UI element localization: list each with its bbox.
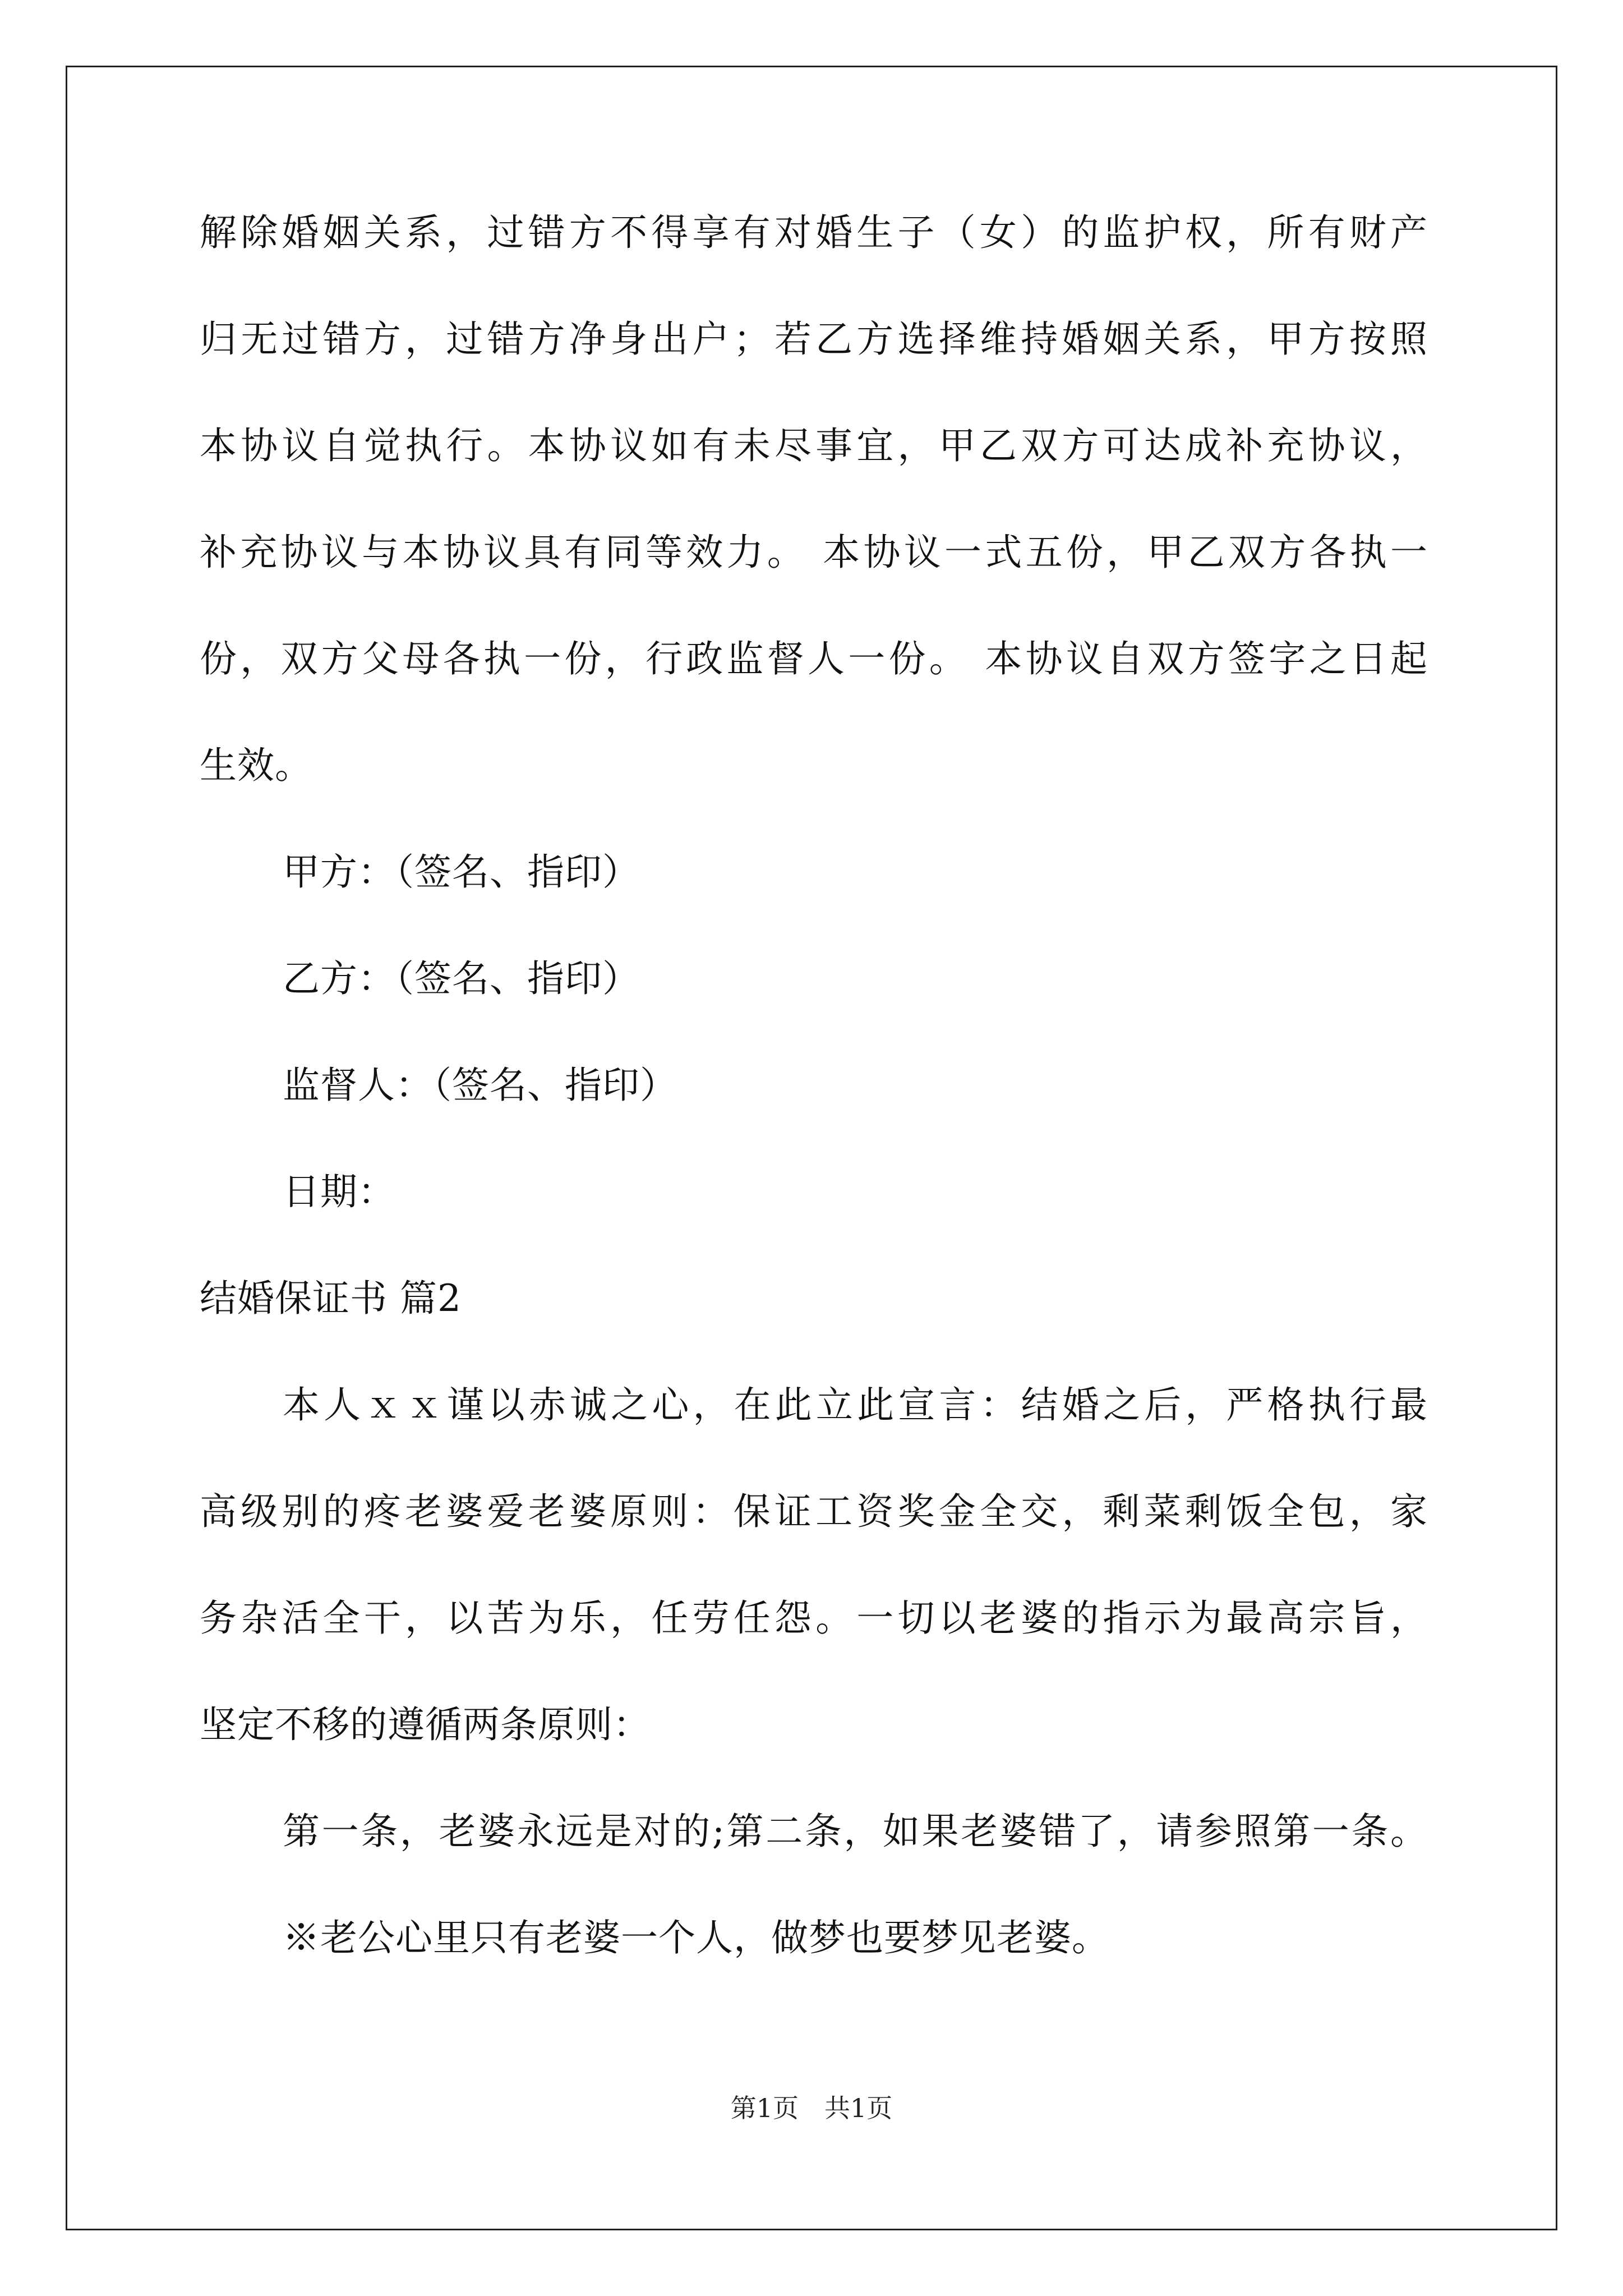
rules-line: 第一条，老婆永远是对的;第二条，如果老婆错了，请参照第一条。 — [283, 1810, 1428, 1853]
section-line-1: 本人ｘｘ谨以赤诚之心，在此立此宣言：结婚之后，严格执行最 — [283, 1383, 1428, 1427]
section-title: 结婚保证书 篇2 — [200, 1277, 462, 1320]
page-border — [66, 66, 1557, 2230]
paragraph-line-5: 份，双方父母各执一份，行政监督人一份。 本协议自双方签字之日起 — [200, 637, 1428, 680]
note-line: ※老公心里只有老婆一个人，做梦也要梦见老婆。 — [283, 1916, 1109, 1959]
page-number-footer: 第1页 共1页 — [730, 2093, 893, 2123]
signature-party-a: 甲方：（签名、指印） — [283, 850, 640, 894]
paragraph-line-6: 生效。 — [200, 744, 312, 787]
section-line-4: 坚定不移的遵循两条原则： — [200, 1703, 651, 1746]
paragraph-line-3: 本协议自觉执行。本协议如有未尽事宜，甲乙双方可达成补充协议， — [200, 424, 1428, 467]
signature-date: 日期： — [283, 1170, 395, 1213]
section-line-2: 高级别的疼老婆爱老婆原则：保证工资奖金全交，剩菜剩饭全包，家 — [200, 1490, 1428, 1533]
section-line-3: 务杂活全干，以苦为乐，任劳任怨。一切以老婆的指示为最高宗旨， — [200, 1596, 1428, 1640]
paragraph-line-2: 归无过错方，过错方净身出户；若乙方选择维持婚姻关系，甲方按照 — [200, 318, 1428, 361]
signature-party-b: 乙方：（签名、指印） — [283, 957, 640, 1000]
paragraph-line-4: 补充协议与本协议具有同等效力。 本协议一式五份，甲乙双方各执一 — [200, 531, 1428, 574]
paragraph-line-1: 解除婚姻关系，过错方不得享有对婚生子（女）的监护权，所有财产 — [200, 211, 1428, 254]
signature-supervisor: 监督人：（签名、指印） — [283, 1064, 677, 1107]
